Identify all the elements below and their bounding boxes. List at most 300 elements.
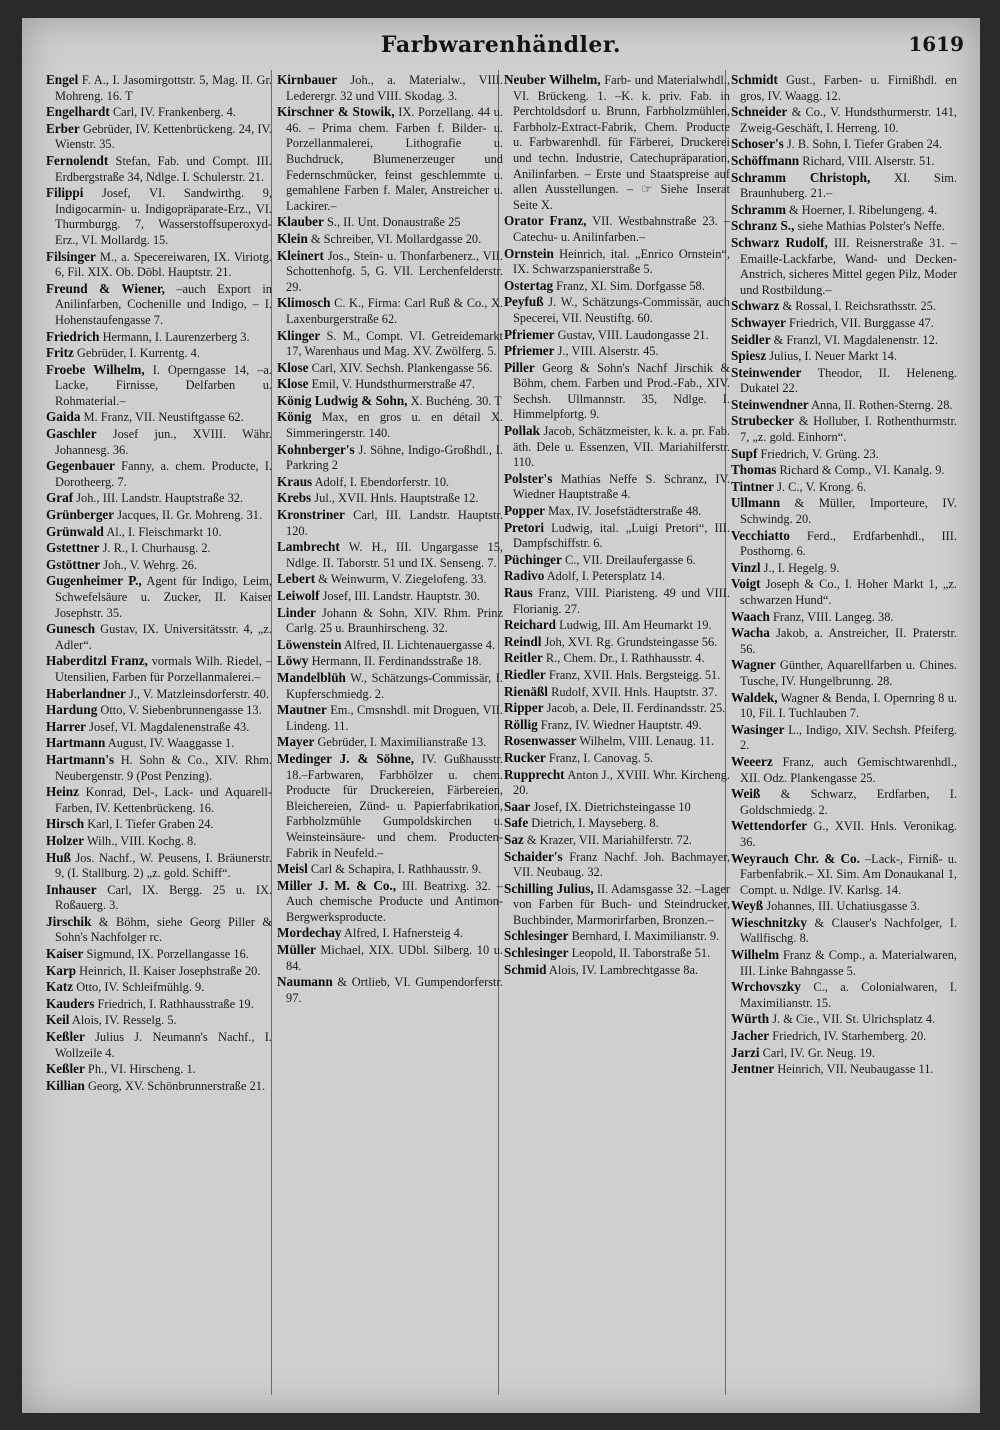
entry-name: Wrchovszky [731, 979, 801, 995]
entry-details: Gebrüder, I. Maximilianstraße 13. [314, 735, 487, 750]
entry-details: Wagner & Benda, I. Opernring 8 u. 10, Fil. I. Tuchlauben 7. [740, 690, 957, 721]
directory-entry [277, 442, 503, 474]
entry-name: Engelhardt [46, 104, 110, 120]
directory-entry [731, 365, 957, 397]
entry-name: Saz [504, 831, 524, 847]
entry-name: Klinger [277, 327, 321, 343]
entry-details: Josef, IX. Dietrichsteingasse 10 [530, 799, 691, 814]
entry-details: Joh, XVI. Rg. Grundsteingasse 56. [541, 634, 718, 649]
entry-name: Freund & Wiener, [46, 280, 165, 296]
directory-entry [46, 686, 272, 703]
entry-details: Anton J., XVIII. Whr. Kircheng. 20. [513, 767, 730, 798]
entry-details: & Krazer, VII. Mariahilferstr. 72. [523, 832, 692, 847]
entry-details: R., Chem. Dr., I. Rathhausstr. 4. [542, 651, 705, 666]
entry-name: Spiesz [731, 348, 767, 364]
entry-details: Joh., a. Materialw., VIII. Lederergr. 32 und VIII. Skodag. 3. [286, 73, 503, 103]
entry-name: Püchinger [504, 551, 562, 567]
directory-entry [504, 634, 730, 651]
entry-details: Ph., VI. Hirscheng. 1. [84, 1062, 196, 1077]
directory-entry [504, 700, 730, 717]
entry-details: G., XVII. Hnls. Veronikag. 36. [740, 819, 957, 849]
entry-details: Georg & Sohn's Nachf Jirschik & Böhm, chem. Farben und Prod.-Fab., XIV. Sechsh. Ullmannstr. 35, Ndlge. I. Himmelpfortg. 9. [513, 360, 730, 422]
entry-name: Jarzi [731, 1044, 760, 1060]
directory-entry [504, 650, 730, 667]
directory-entry [731, 235, 957, 298]
directory-entry [46, 72, 272, 104]
entry-details: –Lack-, Firniß- u. Farbenfabrik.– XI. Sim. Am Donaukanal 1, Compt. u. Ndlge. IV. Karlsg. 14. [740, 851, 957, 897]
directory-entry [277, 248, 503, 296]
entry-details: Heinrich, VII. Neubaugasse 11. [774, 1062, 934, 1077]
entry-name: Kohnberger's [277, 441, 355, 457]
directory-entry [46, 153, 272, 185]
entry-details: Gust., Farben- u. Firnißhdl. en gros, IV. Waagg. 12. [740, 73, 957, 103]
directory-entry [46, 409, 272, 426]
entry-details: Anna, II. Rothen-Sterng. 28. [808, 397, 953, 412]
entry-details: C. K., Firma: Carl Ruß & Co., X. Laxenburgerstraße 62. [286, 296, 503, 326]
entry-details: Wilhelm, VIII. Lenaug. 11. [576, 734, 715, 749]
directory-entry [731, 818, 957, 850]
entry-details: Hermann, II. Ferdinandsstraße 18. [308, 654, 482, 669]
entry-name: Naumann [277, 974, 333, 990]
entry-name: Wilhelm [731, 947, 780, 963]
directory-entry [277, 409, 503, 441]
directory-entry [731, 915, 957, 947]
directory-entry [731, 754, 957, 786]
entry-name: Klauber [277, 214, 324, 230]
directory-entry [277, 974, 503, 1006]
directory-entry [277, 539, 503, 571]
directory-entry [46, 329, 272, 346]
entry-details: IX. Porzellang. 44 u. 46. – Prima chem. Farben f. Bilder- u. Porzellanmalerei, Lithografie u. Buchdruck, Blumenerzeuger und Federnschmücker, feinst geschlemmte u. gemahlene Farben f. Maler, Anstreicher u. Lackirer.– [286, 105, 503, 213]
entry-details: Carl, III. Landstr. Hauptstr. 120. [286, 508, 503, 538]
directory-entry [277, 925, 503, 942]
directory-entry [731, 851, 957, 899]
directory-entry [277, 214, 503, 231]
entry-name: Röllig [504, 716, 538, 732]
column-4 [731, 72, 957, 1397]
directory-entry [504, 213, 730, 245]
entry-name: Weiß [731, 786, 761, 802]
entry-details: Franz, XVII. Hnls. Bergsteigg. 51. [545, 667, 721, 682]
entry-name: Ripper [504, 700, 544, 716]
directory-entry [504, 360, 730, 423]
directory-entry [504, 684, 730, 701]
directory-entry [46, 833, 272, 850]
entry-details: Franz, auch Gemischtwarenhdl., XII. Odz. Plankengasse 25. [740, 754, 957, 785]
entry-name: Mayer [277, 734, 315, 750]
directory-entry [46, 121, 272, 153]
directory-entry [731, 528, 957, 560]
directory-entry [504, 799, 730, 816]
entry-name: Raus [504, 585, 533, 600]
directory-entry [731, 136, 957, 153]
directory-entry [277, 360, 503, 377]
entry-name: Keßler [46, 1029, 85, 1045]
entry-details: Alois, IV. Lambrechtgasse 8a. [546, 962, 699, 977]
entry-name: Würth [731, 1011, 770, 1027]
directory-entry [731, 690, 957, 722]
entry-details: Friedrich, I. Rathhausstraße 19. [94, 996, 254, 1011]
entry-name: Schneider [731, 104, 788, 120]
directory-entry [277, 702, 503, 734]
entry-details: & Weinwurm, V. Ziegelofeng. 33. [315, 572, 487, 587]
entry-details: & Hoerner, I. Ribelungeng. 4. [785, 202, 938, 217]
directory-entry [46, 946, 272, 963]
entry-details: Ferd., Erdfarbenhdl., III. Posthorng. 6. [740, 528, 957, 559]
entry-name: Inhauser [46, 881, 97, 897]
entry-details: Gebrüder, IV. Kettenbrückeng. 24, IV. Wienstr. 35. [55, 121, 272, 152]
directory-entry [46, 104, 272, 121]
entry-details: Mathias Neffe S. Schranz, IV. Wiedner Hauptstraße 4. [513, 471, 730, 502]
entry-details: Gebrüder, I. Kurrentg. 4. [73, 346, 200, 361]
entry-details: & Böhm, siehe Georg Piller & Sohn's Nachfolger rc. [55, 914, 272, 945]
entry-details: & Franzl, VI. Magdalenenstr. 12. [770, 332, 938, 347]
directory-entry [731, 1061, 957, 1078]
entry-details: Heinrich, II. Kaiser Josephstraße 20. [76, 963, 261, 978]
entry-name: Schlesinger [504, 945, 569, 961]
entry-details: Fanny, a. chem. Producte, I. Dorotheerg. 7. [55, 459, 272, 489]
directory-entry [731, 576, 957, 608]
directory-entry [46, 507, 272, 524]
directory-entry [277, 637, 503, 654]
directory-entry [277, 861, 503, 878]
entry-details: III. Beatrixg. 32. –Auch chemische Producte und Antimon-Bergwerksproducte. [286, 878, 503, 924]
entry-name: Schlesinger [504, 928, 569, 944]
entry-details: & Müller, Importeure, IV. Schwindg. 20. [740, 496, 957, 527]
directory-entry [504, 343, 730, 360]
entry-details: Max, IV. Josefstädterstraße 48. [545, 504, 702, 519]
entry-name: Waldek, [731, 689, 778, 705]
entry-details: Hermann, I. Laurenzerberg 3. [99, 329, 250, 344]
entry-name: Hartmann's [46, 751, 115, 767]
entry-name: Schoser's [731, 136, 784, 152]
directory-entry [731, 332, 957, 349]
directory-entry [731, 495, 957, 527]
entry-details: Jakob, a. Anstreicher, II. Praterstr. 56. [740, 626, 957, 656]
entry-details: & Holluber, I. Rothenthurmstr. 7, „z. gold. Einhorn“. [740, 414, 957, 445]
entry-name: Grünberger [46, 507, 115, 523]
directory-entry [504, 246, 730, 278]
column-3 [504, 72, 730, 1397]
directory-entry [504, 767, 730, 799]
directory-entry [504, 832, 730, 849]
directory-entry [277, 734, 503, 751]
entry-name: Vinzl [731, 559, 761, 575]
entry-name: Schranz S., [731, 218, 795, 234]
entry-name: Erber [46, 120, 80, 136]
entry-details: & Ortlieb, VI. Gumpendorferstr. 97. [286, 975, 503, 1005]
entry-details: Franz, XI. Sim. Dorfgasse 58. [553, 278, 705, 293]
entry-details: J. R., I. Churhausg. 2. [99, 541, 211, 556]
directory-entry [277, 72, 503, 104]
directory-entry [277, 670, 503, 702]
column-1 [46, 72, 272, 1397]
entry-name: Lambrecht [277, 539, 340, 555]
directory-entry [504, 423, 730, 471]
directory-entry [46, 557, 272, 574]
entry-details: Alois, IV. Resselg. 5. [69, 1013, 177, 1028]
directory-entry [46, 1012, 272, 1029]
entry-name: Krebs [277, 490, 312, 506]
entry-details: & Co., V. Hundsthurmerstr. 141, Zweig-Geschäft, I. Herreng. 10. [740, 105, 957, 135]
directory-entry [277, 605, 503, 637]
directory-entry [504, 568, 730, 585]
entry-details: M., a. Specereiwaren, IX. Viriotg. 6, Fil. XIX. Ob. Döbl. Hauptstr. 21. [55, 249, 272, 280]
entry-name: Peyfuß [504, 294, 544, 310]
directory-entry [277, 588, 503, 605]
directory-entry [46, 979, 272, 996]
directory-entry [46, 752, 272, 784]
directory-entry [46, 735, 272, 752]
entry-name: Gugenheimer P., [46, 573, 142, 589]
column-2 [277, 72, 503, 1397]
entry-details: Ludwig, III. Am Heumarkt 19. [556, 618, 712, 633]
entry-name: Rienäßl [504, 683, 548, 699]
entry-name: Keßler [46, 1061, 85, 1077]
entry-details: Jacob, Schätzmeister, k. k. a. pr. Fab. äth. Dele u. Essenzen, VII. Mariahilferstr. 110. [513, 424, 730, 470]
entry-details: F. A., I. Jasomirgottstr. 5, Mag. II. Gr. Mohreng. 16. T [55, 73, 272, 103]
entry-details: Friedrich, VII. Burggasse 47. [785, 315, 934, 330]
entry-details: Carl, IV. Gr. Neug. 19. [759, 1045, 875, 1060]
directory-entry [46, 362, 272, 410]
directory-entry [46, 702, 272, 719]
entry-details: August, IV. Waaggasse 1. [105, 736, 235, 751]
entry-details: X. Buchéng. 30. T [407, 393, 502, 408]
entry-details: S., II. Unt. Donaustraße 25 [323, 215, 461, 230]
entry-name: Fernolendt [46, 152, 109, 168]
directory-entry [46, 185, 272, 248]
entry-name: Löwy [277, 653, 309, 669]
directory-entry [504, 294, 730, 326]
entry-name: Neuber Wilhelm, [504, 72, 601, 87]
directory-entry [46, 573, 272, 621]
directory-entry [46, 882, 272, 914]
entry-details: Alfred, I. Hafnersteig 4. [341, 926, 463, 941]
entry-details: Konrad, Del-, Lack- und Aquarell-Farben, IV. Kettenbrückeng. 16. [55, 785, 272, 815]
entry-name: Schmidt [731, 72, 778, 87]
entry-details: W., Schätzungs-Commissär, I. Kupferschmiedg. 2. [286, 670, 503, 701]
directory-entry [731, 202, 957, 219]
entry-name: Schaider's [504, 848, 563, 864]
entry-name: Kirnbauer [277, 72, 338, 87]
entry-name: Hardung [46, 702, 98, 718]
entry-name: Tintner [731, 478, 774, 494]
entry-details: Carl & Schapira, I. Rathhausstr. 9. [307, 862, 482, 877]
entry-name: Reindl [504, 633, 542, 649]
directory-entry [731, 170, 957, 202]
directory-entry [731, 1045, 957, 1062]
entry-details: Leopold, II. Taborstraße 51. [568, 946, 711, 961]
entry-details: Joh., V. Wehrg. 26. [100, 557, 198, 572]
entry-name: Wacha [731, 625, 770, 641]
entry-name: Kauders [46, 995, 95, 1011]
entry-name: Supf [731, 445, 758, 461]
entry-name: Graf [46, 490, 74, 506]
directory-entry [46, 816, 272, 833]
entry-name: König Ludwig & Sohn, [277, 392, 408, 408]
directory-entry [277, 653, 503, 670]
entry-name: Orator Franz, [504, 213, 587, 229]
entry-name: Klimosch [277, 295, 331, 311]
entry-details: Farb- und Materialwhdl., VI. Brückeng. 1. –K. k. priv. Fab. in Perchtoldsdorf u. Brunn, Farbholzmühlen, Farbholz-Extract-Fabrik, Chem. Producte u. Farbwarenhdl. für Färberei, Druckerei und techn. Industrie, Catechupräparation, Anilinfarben. – Erste und Staatspreise auf allen Ausstellungen. – ☞ Siehe Inserat Seite X. [513, 73, 730, 212]
entry-details: Jos., Stein- u. Thonfarbenerz., VII. Schottenhofg. 5, G. VII. Lerchenfelderstr. 29. [286, 248, 503, 294]
directory-entry [277, 507, 503, 539]
directory-entry [731, 722, 957, 754]
entry-name: Reichard [504, 617, 557, 633]
entry-name: Kronstriner [277, 507, 345, 523]
directory-entry [46, 345, 272, 362]
entry-name: Jentner [731, 1061, 775, 1077]
entry-details: & Schreiber, VI. Mollardgasse 20. [307, 231, 482, 246]
page-number: 1619 [908, 32, 964, 56]
entry-name: Reitler [504, 650, 543, 666]
directory-entry [504, 849, 730, 881]
entry-details: Friedrich, IV. Starhemberg. 20. [769, 1029, 927, 1044]
directory-entry [504, 552, 730, 569]
entry-name: Filsinger [46, 248, 96, 264]
entry-name: Mordechay [277, 925, 342, 941]
directory-entry [277, 328, 503, 360]
entry-name: Löwenstein [277, 636, 342, 652]
directory-entry [46, 249, 272, 281]
directory-entry [46, 719, 272, 736]
entry-name: Voigt [731, 576, 761, 592]
directory-entry [731, 479, 957, 496]
directory-entry [46, 458, 272, 490]
entry-name: Kaiser [46, 946, 84, 962]
directory-entry [277, 295, 503, 327]
entry-name: Schramm [731, 201, 786, 217]
entry-name: Schwarz Rudolf, [731, 234, 828, 250]
entry-details: L., Indigo, XIV. Sechsh. Pfeiferg. 2. [740, 722, 957, 753]
entry-name: Seidler [731, 331, 771, 347]
entry-details: siehe Mathias Polster's Neffe. [794, 219, 945, 234]
directory-entry [277, 878, 503, 926]
directory-entry [277, 474, 503, 491]
entry-name: Kraus [277, 473, 313, 489]
entry-details: J., I. Hegelg. 9. [760, 560, 840, 575]
directory-entry [731, 898, 957, 915]
directory-entry [731, 72, 957, 104]
entry-name: Meisl [277, 861, 308, 877]
entry-name: Klose [277, 359, 309, 375]
entry-name: Riedler [504, 666, 546, 682]
entry-details: IV. Gußhausstr. 18.–Farbwaren, Farbhölzer u. chem. Producte für Druckereien, Färbereien, Bleichereien, Zünd- u. Papierfabrikation, Farbholzmühle Gumpoldskirchen u. Weinsteinsäure- und chem. Producten-Fabrik in Neufeld.– [286, 751, 503, 860]
entry-name: Weyrauch Chr. & Co. [731, 850, 860, 866]
entry-details: Carl, IV. Frankenberg. 4. [109, 105, 236, 120]
entry-name: Schilling Julius, [504, 880, 594, 896]
page-title: Farbwarenhändler. [380, 32, 622, 58]
directory-entry [46, 1029, 272, 1061]
directory-entry [731, 625, 957, 657]
entry-name: Leiwolf [277, 588, 320, 603]
entry-details: & Schwarz, Erdfarben, I. Goldschmiedg. 2. [740, 787, 957, 817]
entry-name: Haberlandner [46, 685, 126, 701]
directory-entry [731, 397, 957, 414]
entry-details: VII. Westbahnstraße 23. –Catechu- u. Anilinfarben.– [513, 214, 730, 244]
entry-details: Richard, VIII. Alserstr. 51. [799, 153, 935, 168]
directory-entry [46, 653, 272, 685]
entry-details: Emil, V. Hundsthurmerstraße 47. [308, 377, 475, 392]
directory-entry [277, 942, 503, 974]
directory-entry [46, 524, 272, 541]
entry-name: Weeerz [731, 753, 773, 769]
entry-details: Michael, XIX. UDbl. Silberg. 10 u. 84. [286, 943, 503, 973]
entry-details: Bernhard, I. Maximilianstr. 9. [568, 929, 720, 944]
entry-details: Josef, III. Landstr. Hauptstr. 30. [319, 589, 480, 603]
entry-name: Radivo [504, 568, 545, 584]
entry-name: Holzer [46, 832, 85, 848]
directory-entry [277, 376, 503, 393]
directory-entry [504, 881, 730, 929]
entry-details: Franz & Comp., a. Materialwaren, III. Linke Bahngasse 5. [740, 948, 957, 978]
directory-entry [504, 72, 730, 213]
entry-details: Julius, I. Neuer Markt 14. [766, 349, 897, 364]
entry-name: Weyß [731, 898, 764, 914]
entry-details: Franz, IV. Wiedner Hauptstr. 49. [537, 717, 702, 732]
directory-entry [46, 963, 272, 980]
entry-details: Adolf, I. Petersplatz 14. [544, 569, 666, 584]
directory-entry [731, 462, 957, 479]
entry-details: Franz, VIII. Langeg. 38. [769, 609, 894, 624]
directory-entry [504, 471, 730, 503]
directory-entry [277, 393, 503, 410]
entry-details: Otto, IV. Schleifmühlg. 9. [73, 980, 205, 995]
entry-name: Steinwender [731, 364, 802, 380]
directory-entry [731, 413, 957, 445]
entry-details: Jul., XVII. Hnls. Hauptstraße 12. [311, 491, 479, 506]
entry-name: Katz [46, 979, 74, 995]
directory-entry [504, 928, 730, 945]
entry-details: J. Söhne, Indigo-Großhdl., I. Parkring 2 [286, 442, 503, 473]
entry-details: Alfred, II. Lichtenauergasse 4. [341, 637, 496, 652]
directory-entry [504, 815, 730, 832]
entry-details: –auch Export in Anilinfarben, Cochenille und Indigo, – I. Hohenstaufengasse 7. [55, 281, 272, 327]
entry-name: Filippi [46, 185, 84, 201]
directory-entry [46, 850, 272, 882]
entry-name: Ostertag [504, 277, 554, 293]
directory-entry [731, 979, 957, 1011]
entry-name: Pfriemer [504, 326, 555, 342]
entry-name: Huß [46, 849, 71, 865]
entry-details: Franz, VIII. Piaristeng. 49 und VIII. Florianig. 27. [513, 586, 730, 616]
entry-name: Wasinger [731, 721, 785, 737]
entry-details: Josef, VI. Magdalenenstraße 43. [86, 719, 250, 734]
entry-details: H. Sohn & Co., XIV. Rhm. Neubergenstr. 9 (Post Penzing). [55, 752, 272, 783]
directory-entry [46, 621, 272, 653]
directory-entry [277, 104, 503, 214]
entry-name: Gstettner [46, 540, 100, 556]
entry-details: C., a. Colonialwaren, I. Maximilianstr. 15. [740, 980, 957, 1010]
entry-name: Rucker [504, 749, 546, 765]
directory-entry [731, 298, 957, 315]
entry-name: Safe [504, 815, 529, 831]
directory-entry [46, 281, 272, 329]
directory-entry [46, 426, 272, 458]
directory-entry [504, 617, 730, 634]
directory-page [22, 18, 980, 1413]
entry-details: Friedrich, V. Grüng. 23. [757, 446, 879, 461]
entry-name: Gaida [46, 409, 81, 425]
directory-entry [46, 490, 272, 507]
entry-details: II. Adamsgasse 32. –Lager von Farben für Buch- und Steindrucker, Buchbinder, Marmorirfarben, Bronzen.– [513, 881, 730, 927]
entry-details: Em., Cmsnshdl. mit Droguen, VII. Lindeng. 11. [286, 703, 503, 733]
entry-name: Wettendorfer [731, 818, 808, 834]
entry-details: Heinrich, ital. „Enrico Ornstein“, IX. Schwarzspanierstraße 5. [513, 246, 730, 277]
directory-entry [504, 717, 730, 734]
entry-details: & Rossal, I. Reichsrathsstr. 25. [779, 299, 936, 314]
entry-name: Pfriemer [504, 343, 555, 359]
